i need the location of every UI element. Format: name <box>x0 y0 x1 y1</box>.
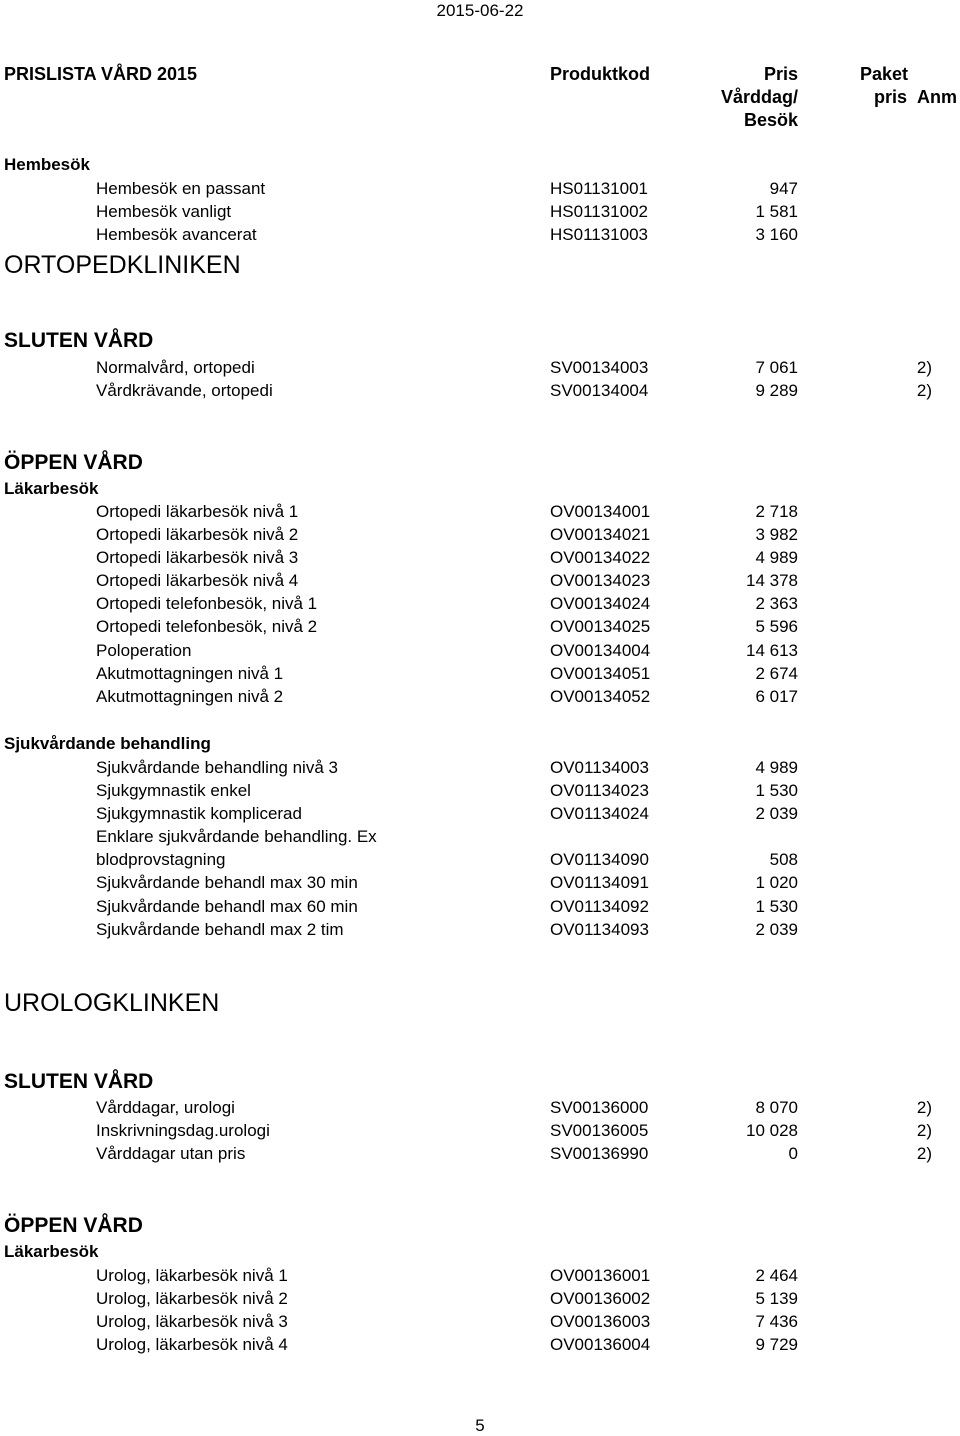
price-value: 9 289 <box>755 381 798 400</box>
item-name: Ortopedi läkarbesök nivå 1 <box>96 502 299 521</box>
price-value: 1 530 <box>755 897 798 916</box>
price-value: 2 674 <box>755 664 798 683</box>
product-code: OV01134092 <box>550 897 649 916</box>
item-name: Sjukgymnastik enkel <box>96 781 251 800</box>
item-name: Vårdkrävande, ortopedi <box>96 381 273 400</box>
product-code: HS01131002 <box>550 202 648 221</box>
note-value: 2) <box>916 358 932 377</box>
section-heading: SLUTEN VÅRD <box>4 1070 154 1093</box>
item-name: Urolog, läkarbesök nivå 4 <box>96 1335 288 1354</box>
price-value: 508 <box>769 850 798 869</box>
product-code: OV01134093 <box>550 920 649 939</box>
section-heading: ÖPPEN VÅRD <box>4 1214 143 1237</box>
product-code: HS01131003 <box>550 225 648 244</box>
note-value: 2) <box>916 1144 932 1163</box>
price-value: 6 017 <box>755 687 798 706</box>
price-value: 2 718 <box>755 502 798 521</box>
product-code: OV00134025 <box>550 617 651 636</box>
product-code: OV00134022 <box>550 548 651 567</box>
product-code: OV00136002 <box>550 1289 651 1308</box>
column-header-package-line2: pris <box>874 87 908 107</box>
section-heading: SLUTEN VÅRD <box>4 329 154 352</box>
section-heading: ÖPPEN VÅRD <box>4 451 143 474</box>
item-name: Vårddagar utan pris <box>96 1144 246 1163</box>
product-code: OV00134052 <box>550 687 651 706</box>
product-code: OV01134003 <box>550 758 649 777</box>
price-value: 7 436 <box>755 1312 798 1331</box>
price-value: 7 061 <box>755 358 798 377</box>
product-code: OV00134051 <box>550 664 651 683</box>
item-name: Ortopedi läkarbesök nivå 4 <box>96 571 299 590</box>
product-code: SV00134003 <box>550 358 649 377</box>
price-value: 4 989 <box>755 548 798 567</box>
product-code: OV01134023 <box>550 781 649 800</box>
item-name: Sjukvårdande behandling nivå 3 <box>96 758 338 777</box>
item-name: Ortopedi telefonbesök, nivå 2 <box>96 617 318 636</box>
price-value: 10 028 <box>746 1121 798 1140</box>
price-value: 2 464 <box>755 1266 798 1285</box>
item-name: Urolog, läkarbesök nivå 1 <box>96 1266 288 1285</box>
item-name: Urolog, läkarbesök nivå 2 <box>96 1289 288 1308</box>
price-value: 9 729 <box>755 1335 798 1354</box>
section-heading: UROLOGKLINKEN <box>4 989 220 1017</box>
product-code: SV00136005 <box>550 1121 649 1140</box>
product-code: OV00136003 <box>550 1312 651 1331</box>
product-code: HS01131001 <box>550 179 648 198</box>
column-header-price: Pris <box>763 64 798 84</box>
price-value: 5 596 <box>755 617 798 636</box>
price-value: 3 160 <box>755 225 798 244</box>
price-value: 4 989 <box>755 758 798 777</box>
product-code: OV01134091 <box>550 873 649 892</box>
product-code: OV00134023 <box>550 571 651 590</box>
item-name: Hembesök en passant <box>96 179 266 198</box>
item-name: Hembesök vanligt <box>96 202 232 221</box>
column-header-note: Anm <box>917 87 957 107</box>
product-code: OV00134001 <box>550 502 651 521</box>
item-name: blodprovstagning <box>96 850 226 869</box>
section-heading: Läkarbesök <box>4 479 99 498</box>
section-heading: Läkarbesök <box>4 1242 99 1261</box>
note-value: 2) <box>916 381 932 400</box>
product-code: OV00134024 <box>550 594 651 613</box>
price-value: 2 039 <box>755 920 798 939</box>
page-number: 5 <box>475 1416 485 1435</box>
item-name: Poloperation <box>96 641 192 660</box>
price-value: 2 363 <box>755 594 798 613</box>
price-value: 1 581 <box>755 202 798 221</box>
page-date: 2015-06-22 <box>436 1 524 20</box>
item-name: Hembesök avancerat <box>96 225 257 244</box>
price-value: 14 613 <box>746 641 798 660</box>
page-title: PRISLISTA VÅRD 2015 <box>4 64 198 84</box>
item-name: Enklare sjukvårdande behandling. Ex <box>96 827 377 846</box>
price-value: 14 378 <box>746 571 798 590</box>
item-name: Ortopedi telefonbesök, nivå 1 <box>96 594 318 613</box>
item-name: Vårddagar, urologi <box>96 1098 235 1117</box>
column-header-code: Produktkod <box>550 64 651 84</box>
product-code: OV00136004 <box>550 1335 651 1354</box>
section-heading: Sjukvårdande behandling <box>4 734 211 753</box>
column-header-package: Paket <box>860 64 909 84</box>
price-value: 1 530 <box>755 781 798 800</box>
item-name: Sjukvårdande behandl max 2 tim <box>96 920 344 939</box>
note-value: 2) <box>916 1098 932 1117</box>
product-code: OV01134090 <box>550 850 649 869</box>
item-name: Akutmottagningen nivå 2 <box>96 687 284 706</box>
product-code: SV00136990 <box>550 1144 649 1163</box>
item-name: Sjukvårdande behandl max 60 min <box>96 897 358 916</box>
price-value: 3 982 <box>755 525 798 544</box>
item-name: Normalvård, ortopedi <box>96 358 255 377</box>
price-value: 1 020 <box>755 873 798 892</box>
section-heading: Hembesök <box>4 155 90 174</box>
product-code: OV00134021 <box>550 525 651 544</box>
product-code: SV00134004 <box>550 381 649 400</box>
column-header-price-line2: Vårddag/ <box>720 87 798 107</box>
price-value: 947 <box>769 179 798 198</box>
section-heading: ORTOPEDKLINIKEN <box>4 251 241 279</box>
product-code: OV01134024 <box>550 804 649 823</box>
note-value: 2) <box>916 1121 932 1140</box>
price-value: 8 070 <box>755 1098 798 1117</box>
item-name: Urolog, läkarbesök nivå 3 <box>96 1312 288 1331</box>
item-name: Sjukvårdande behandl max 30 min <box>96 873 358 892</box>
price-value: 5 139 <box>755 1289 798 1308</box>
item-name: Ortopedi läkarbesök nivå 2 <box>96 525 299 544</box>
price-value: 0 <box>788 1144 798 1163</box>
item-name: Akutmottagningen nivå 1 <box>96 664 284 683</box>
item-name: Sjukgymnastik komplicerad <box>96 804 302 823</box>
product-code: OV00136001 <box>550 1266 651 1285</box>
product-code: OV00134004 <box>550 641 651 660</box>
item-name: Inskrivningsdag.urologi <box>96 1121 270 1140</box>
item-name: Ortopedi läkarbesök nivå 3 <box>96 548 299 567</box>
product-code: SV00136000 <box>550 1098 649 1117</box>
column-header-price-line3: Besök <box>743 110 798 130</box>
price-value: 2 039 <box>755 804 798 823</box>
